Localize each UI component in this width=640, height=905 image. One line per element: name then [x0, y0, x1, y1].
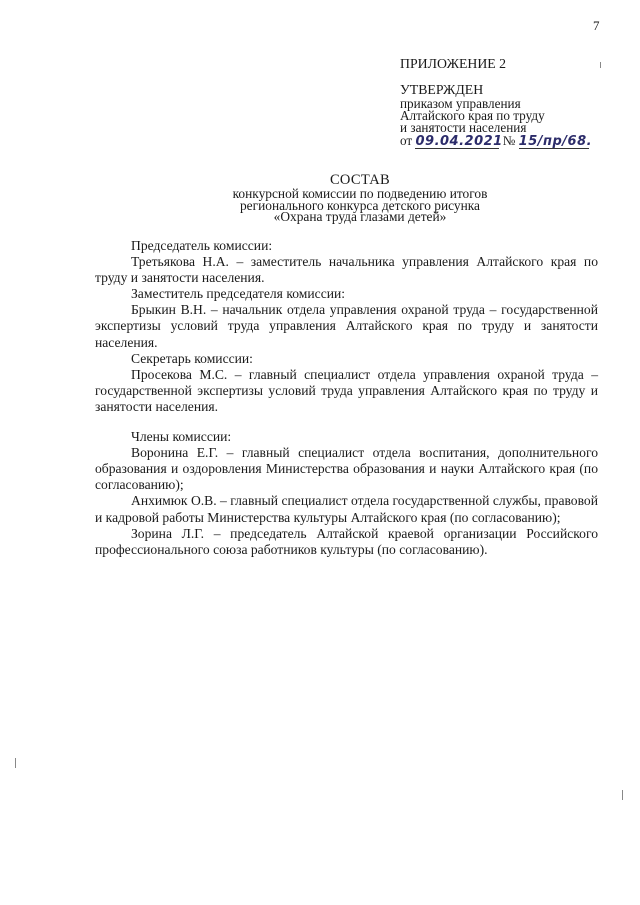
- order-prefix: от: [400, 133, 413, 148]
- member-entry: Воронина Е.Г. – главный специалист отдела воспитания, дополнительного образования и оздоровления Министерства образования и науки Алтайского края (по согласованию);: [95, 445, 598, 493]
- member-entry: Зорина Л.Г. – председатель Алтайской краевой организации Российского профессионального союза работников культуры (по согласованию).: [95, 525, 598, 557]
- title-subline: конкурсной комиссии по подведению итогов: [232, 186, 488, 201]
- title-subline: регионального конкурса детского рисунка: [239, 197, 481, 213]
- order-number-label: №: [502, 133, 516, 148]
- approval-line: приказом управления: [400, 96, 521, 111]
- commission-composition: [95, 238, 598, 558]
- deputy-entry: Брыкин В.Н. – начальник отдела управления охраной труда – государственной экспертизы условий труда управления Алтайского края по труду и занятости населения.: [95, 302, 598, 350]
- members-label: Члены комиссии:: [131, 429, 232, 445]
- approval-stamp-block: [400, 58, 630, 149]
- member-entry: Анхимюк О.В. – главный специалист отдела государственной службы, правовой и кадровой работы Министерства культуры Алтайского края (по согласованию);: [95, 493, 598, 525]
- order-reference: [400, 135, 630, 149]
- order-date: 09.04.2021: [415, 134, 503, 149]
- approval-line: Алтайского края по труду: [400, 108, 545, 123]
- chair-entry: Третьякова Н.А. – заместитель начальника управления Алтайского края по труду и занятости населения.: [95, 254, 598, 286]
- secretary-entry: Просекова М.С. – главный специалист отдела управления охраной труда – государственной экспертизы условий труда управления Алтайского края по труду и занятости населения.: [95, 366, 598, 414]
- deputy-label: Заместитель председателя комиссии:: [131, 286, 346, 302]
- scan-mark: [15, 758, 16, 768]
- scan-mark: [622, 790, 623, 800]
- document-title-block: [150, 172, 570, 223]
- title-subline: «Охрана труда глазами детей»: [273, 209, 447, 224]
- appendix-heading: ПРИЛОЖЕНИЕ 2: [400, 56, 507, 71]
- chair-label: Председатель комиссии:: [131, 238, 273, 253]
- scan-mark: [600, 62, 601, 68]
- order-number: 15/пр/68.: [518, 134, 593, 149]
- approved-heading: УТВЕРЖДЕН: [400, 82, 484, 97]
- document-title: СОСТАВ: [329, 172, 391, 188]
- secretary-label: Секретарь комиссии:: [131, 350, 253, 366]
- approval-line: и занятости населения: [400, 120, 527, 135]
- page-number: 7: [593, 18, 600, 33]
